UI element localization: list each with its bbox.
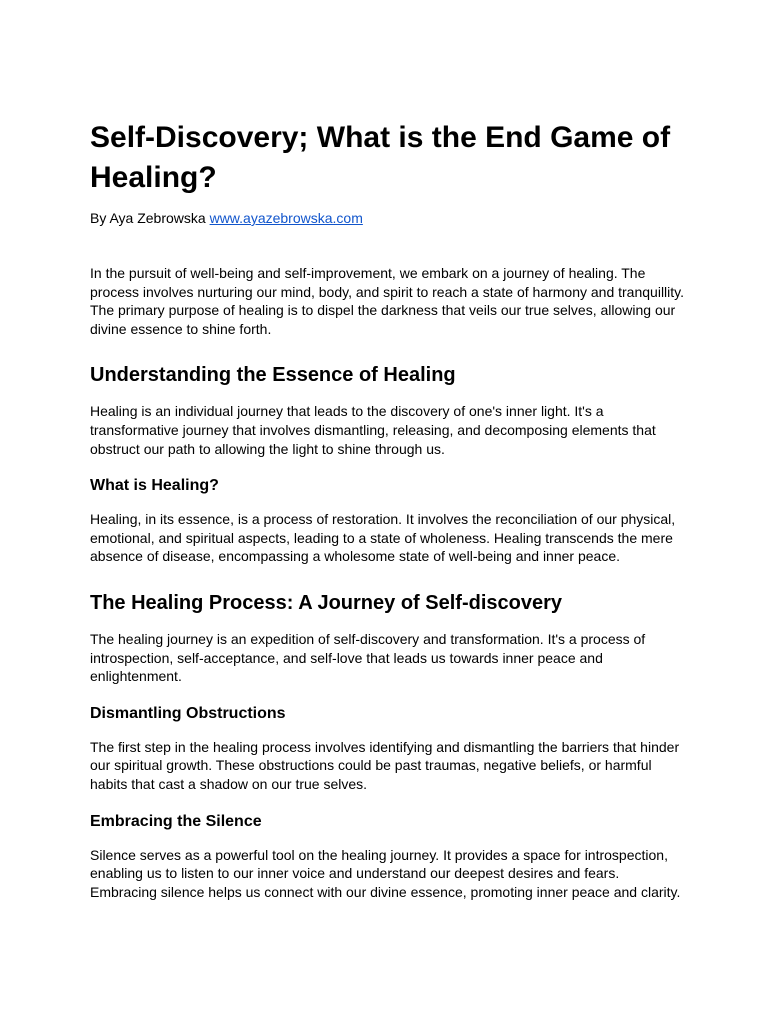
section-body-essence: Healing is an individual journey that leads to the discovery of one's inner light. It's a transformative journey that involves dismantling, releasing, and decomposing elements that obstruct our path to allowing the light to shine through us. [90,403,656,457]
byline [90,208,690,228]
section-heading-essence: Understanding the Essence of Healing [90,364,456,387]
section-heading-healing-process: The Healing Process: A Journey of Self-discovery [90,591,562,614]
page-title: Self-Discovery; What is the End Game of Healing? [90,121,671,194]
subsection-body-silence: Silence serves as a powerful tool on the healing journey. It provides a space for introspection, enabling us to listen to our inner voice and understand our deepest desires and fears. Embracing silence helps us connect with our divine essence, promoting inner peace and clarity. [90,846,681,900]
intro-paragraph: In the pursuit of well-being and self-improvement, we embark on a journey of healing. The process involves nurturing our mind, body, and spirit to reach a state of harmony and tranquillity. The primary purpose of healing is to dispel the darkness that veils our true selves, allowing our divine essence to shine forth. [90,265,685,337]
subsection-heading-what-is-healing: What is Healing? [90,477,219,495]
subsection-body-dismantling: The first step in the healing process involves identifying and dismantling the barriers that hinder our spiritual growth. These obstructions could be past traumas, negative beliefs, or harmful habits that cast a shadow on our true selves. [90,738,680,792]
subsection-heading-dismantling: Dismantling Obstructions [90,704,286,722]
author-website-link[interactable]: www.ayazebrowska.com [209,210,363,226]
byline-author: By Aya Zebrowska [90,210,210,226]
subsection-body-what-is-healing: Healing, in its essence, is a process of restoration. It involves the reconciliation of our physical, emotional, and spiritual aspects, leading to a state of wholeness. Healing transcends the mere absence of disease, encompassing a wholesome state of well-being and inner peace. [90,511,676,565]
subsection-heading-silence: Embracing the Silence [90,812,262,830]
section-body-healing-process: The healing journey is an expedition of self-discovery and transformation. It's a process of introspection, self-acceptance, and self-love that leads us towards inner peace and enlightenment. [90,630,646,685]
document-content [90,118,690,901]
